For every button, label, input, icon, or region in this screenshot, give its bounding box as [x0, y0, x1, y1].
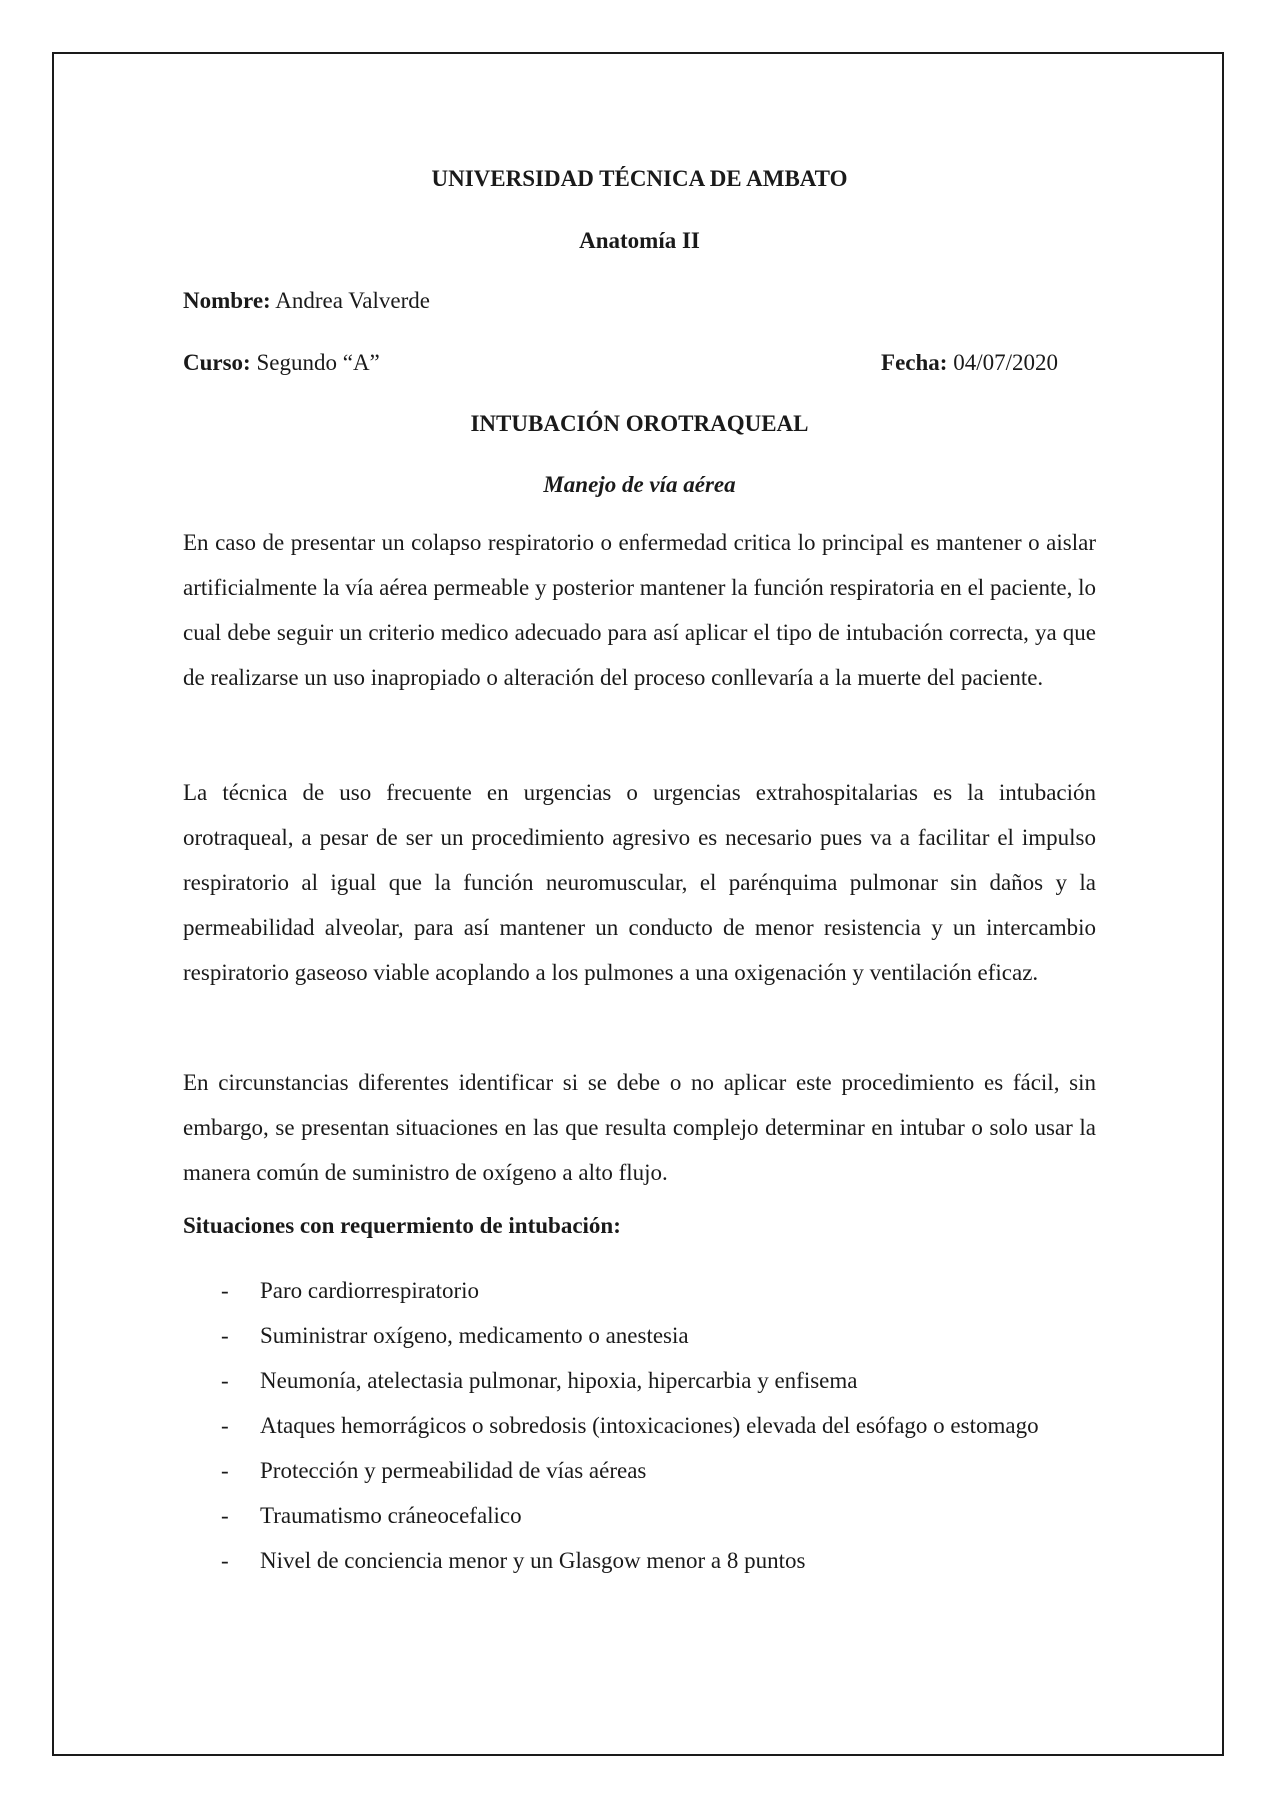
university-heading: UNIVERSIDAD TÉCNICA DE AMBATO: [431, 166, 848, 191]
date-label: Fecha:: [881, 350, 948, 375]
paragraph-3: En circunstancias diferentes identificar si se debe o no aplicar este procedimiento es fácil, sin embargo, se presentan situaciones en las que resulta complejo determinar en intubar o solo usar la manera común de suministro de oxígeno a alto flujo.: [183, 1070, 1096, 1185]
subject-heading: Anatomía II: [579, 228, 700, 253]
name-value: Andrea Valverde: [275, 288, 430, 313]
paragraph-2: La técnica de uso frecuente en urgencias o urgencias extrahospitalarias es la intubación orotraqueal, a pesar de ser un procedimiento agresivo es necesario pues va a facilitar el impulso respiratorio al igual que la función neuromuscular, el parénquima pulmonar sin daños y la permeabilidad alveolar, para así mantener un conducto de menor resistencia y un intercambio respiratorio gaseoso viable acoplando a los pulmones a una oxigenación y ventilación eficaz.: [183, 780, 1096, 985]
list-item: - Suministrar oxígeno, medicamento o anestesia: [183, 1313, 1096, 1358]
date-line: [881, 350, 1058, 376]
list-item: - Nivel de conciencia menor y un Glasgow menor a 8 puntos: [183, 1538, 1096, 1583]
course-value: Segundo “A”: [256, 350, 380, 375]
list-marker: -: [221, 1548, 229, 1573]
document-title: INTUBACIÓN OROTRAQUEAL: [470, 411, 809, 436]
paragraph-1: En caso de presentar un colapso respiratorio o enfermedad critica lo principal es mantener o aislar artificialmente la vía aérea permeable y posterior mantener la función respiratoria en el paciente, lo cual debe seguir un criterio medico adecuado para así aplicar el tipo de intubación correcta, ya que de realizarse un uso inapropiado o alteración del proceso conllevaría a la muerte del paciente.: [183, 530, 1096, 690]
document-subtitle: Manejo de vía aérea: [543, 472, 736, 497]
requirements-list: [183, 1268, 1096, 1583]
list-item: - Neumonía, atelectasia pulmonar, hipoxia, hipercarbia y enfisema: [183, 1358, 1096, 1403]
list-marker: -: [221, 1323, 229, 1348]
list-marker: -: [221, 1458, 229, 1483]
list-marker: -: [221, 1503, 229, 1528]
list-marker: -: [221, 1368, 229, 1393]
date-value: 04/07/2020: [953, 350, 1058, 375]
list-item: - Traumatismo cráneocefalico: [183, 1493, 1096, 1538]
course-label: Curso:: [183, 350, 251, 375]
course-line: [183, 350, 380, 376]
name-label: Nombre:: [183, 288, 271, 313]
list-item: - Ataques hemorrágicos o sobredosis (intoxicaciones) elevada del esófago o estomago: [183, 1403, 1096, 1448]
list-item: - Paro cardiorrespiratorio: [183, 1268, 1096, 1313]
name-line: [183, 288, 430, 314]
section-heading: Situaciones con requermiento de intubación:: [183, 1213, 621, 1238]
list-marker: -: [221, 1278, 229, 1303]
list-item: - Protección y permeabilidad de vías aéreas: [183, 1448, 1096, 1493]
list-marker: -: [221, 1413, 229, 1438]
